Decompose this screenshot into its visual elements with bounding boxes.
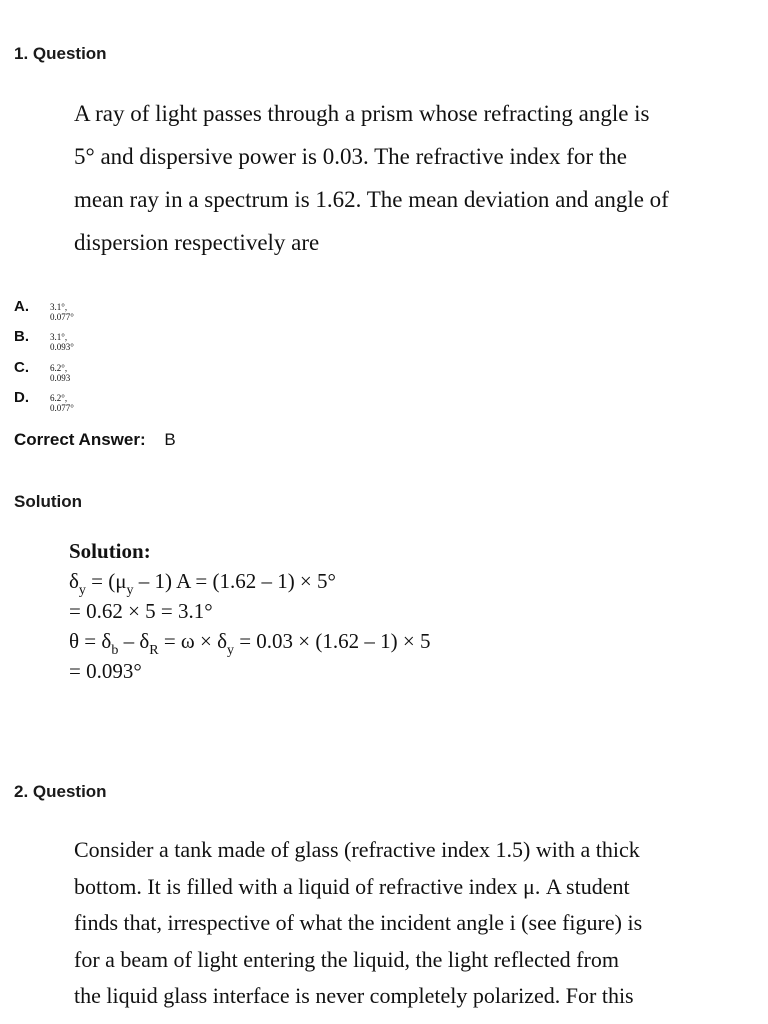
question-2-line: for a beam of light entering the liquid, the light reflected from xyxy=(74,946,619,972)
solution-text: = (μ xyxy=(85,569,127,593)
question-1-line: A ray of light passes through a prism whose refracting angle is xyxy=(74,101,650,126)
solution-line-1 xyxy=(69,566,431,596)
solution-block xyxy=(69,536,431,686)
option-b[interactable] xyxy=(14,328,74,352)
question-2-heading: 2. Question xyxy=(14,782,107,801)
option-letter: B. xyxy=(14,328,29,345)
solution-title: Solution: xyxy=(69,539,151,563)
option-text: 6.2°, 0.077° xyxy=(50,393,74,413)
solution-line-3 xyxy=(69,626,431,656)
correct-answer-value: B xyxy=(164,430,176,449)
solution-subscript: R xyxy=(149,643,159,658)
solution-subscript: b xyxy=(111,643,119,658)
solution-subscript: y xyxy=(226,643,234,658)
option-c[interactable] xyxy=(14,359,71,383)
solution-text: – 1) A = (1.62 – 1) × 5° xyxy=(133,569,336,593)
correct-answer-label: Correct Answer: xyxy=(14,430,146,449)
solution-text: = ω × δ xyxy=(158,629,227,653)
question-2-line: Consider a tank made of glass (refractive index 1.5) with a thick xyxy=(74,837,640,862)
option-letter: A. xyxy=(14,298,29,315)
option-letter: C. xyxy=(14,359,29,376)
solution-text: θ = δ xyxy=(69,629,112,653)
solution-line-2: = 0.62 × 5 = 3.1° xyxy=(69,599,213,623)
solution-text: – δ xyxy=(118,629,150,653)
question-2-line: the liquid glass interface is never completely polarized. For this xyxy=(74,983,634,1008)
question-2-line: bottom. It is filled with a liquid of refractive index μ. A student xyxy=(74,873,630,899)
option-d[interactable] xyxy=(14,389,74,413)
question-1-line: dispersion respectively are xyxy=(74,230,320,255)
solution-subscript: y xyxy=(78,583,86,598)
solution-line-4: = 0.093° xyxy=(69,659,142,683)
solution-text: = 0.03 × (1.62 – 1) × 5 xyxy=(233,629,431,653)
question-2-text xyxy=(74,832,726,1015)
solution-subscript: y xyxy=(126,583,134,598)
question-1-heading: 1. Question xyxy=(14,44,107,63)
option-letter: D. xyxy=(14,389,29,406)
question-1-line: mean ray in a spectrum is 1.62. The mean deviation and angle of xyxy=(74,187,669,212)
question-1-text xyxy=(74,92,734,264)
option-text: 3.1°, 0.093° xyxy=(50,332,74,352)
correct-answer xyxy=(14,430,176,450)
option-text: 3.1°, 0.077° xyxy=(50,302,74,322)
solution-heading: Solution xyxy=(14,492,82,511)
question-2-line: finds that, irrespective of what the incident angle i (see figure) is xyxy=(74,910,643,935)
option-a[interactable] xyxy=(14,298,74,322)
option-text: 6.2°, 0.093 xyxy=(50,363,71,383)
solution-text: δ xyxy=(69,569,79,593)
question-1-line: 5° and dispersive power is 0.03. The refractive index for the xyxy=(74,144,627,169)
